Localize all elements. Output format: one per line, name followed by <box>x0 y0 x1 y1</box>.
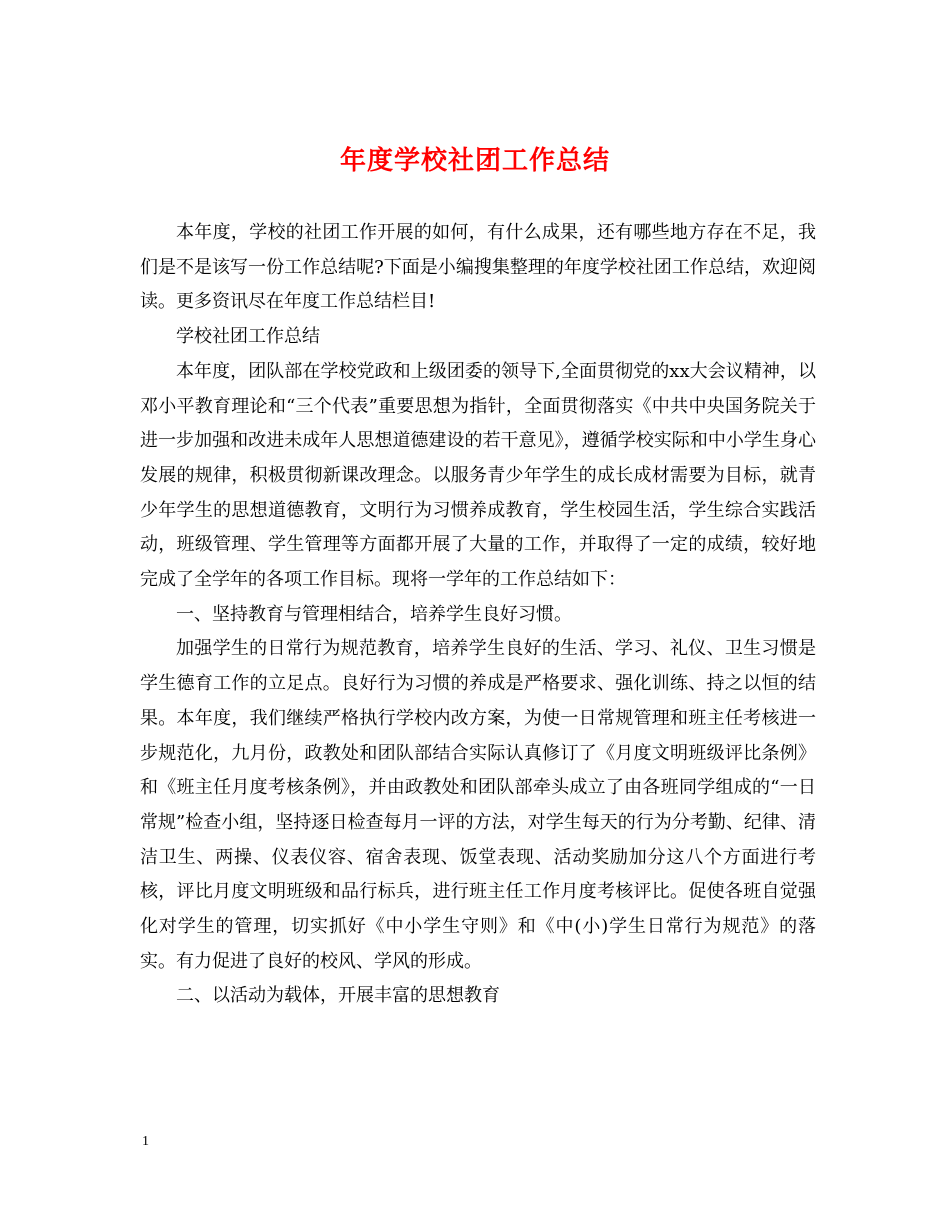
body-paragraph: 加强学生的日常行为规范教育，培养学生良好的生活、学习、礼仪、卫生习惯是学生德育工作的立足点。良好行为习惯的养成是严格要求、强化训练、持之以恒的结果。本年度，我们继续严格执行学校内改方案，为使一日常规管理和班主任考核进一步规范化，九月份，政教处和团队部结合实际认真修订了《月度文明班级评比条例》和《班主任月度考核条例》，并由政教处和团队部牵头成立了由各班同学组成的“一日常规”检查小组，坚持逐日检查每月一评的方法，对学生每天的行为分考勤、纪律、清洁卫生、两操、仪表仪容、宿舍表现、饭堂表现、活动奖励加分这八个方面进行考核，评比月度文明班级和品行标兵，进行班主任工作月度考核评比。促使各班自觉强化对学生的管理，切实抓好《中小学生守则》和《中(小)学生日常行为规范》的落实。有力促进了良好的校风、学风的形成。 <box>140 638 816 972</box>
section-heading: 学校社团工作总结 <box>176 326 320 348</box>
document-title: 年度学校社团工作总结 <box>339 146 610 176</box>
section-heading: 一、坚持教育与管理相结合，培养学生良好习惯。 <box>176 603 572 625</box>
page-number: 1 <box>142 1134 149 1149</box>
body-paragraph: 本年度，团队部在学校党政和上级团委的领导下,全面贯彻党的xx大会议精神，以邓小平教育理论和“三个代表”重要思想为指针，全面贯彻落实《中共中央国务院关于进一步加强和改进未成年人思想道德建设的若干意见》，遵循学校实际和中小学生身心发展的规律，积极贯彻新课改理念。以服务青少年学生的成长成材需要为目标，就青少年学生的思想道德教育，文明行为习惯养成教育，学生校园生活，学生综合实践活动，班级管理、学生管理等方面都开展了大量的工作，并取得了一定的成绩，较好地完成了全学年的各项工作目标。现将一学年的工作总结如下： <box>140 360 816 591</box>
intro-paragraph: 本年度，学校的社团工作开展的如何，有什么成果，还有哪些地方存在不足，我们是不是该写一份工作总结呢?下面是小编搜集整理的年度学校社团工作总结，欢迎阅读。更多资讯尽在年度工作总结栏目! <box>140 222 816 313</box>
document-body <box>140 216 816 1014</box>
section-heading: 二、以活动为载体，开展丰富的思想教育 <box>176 985 500 1007</box>
